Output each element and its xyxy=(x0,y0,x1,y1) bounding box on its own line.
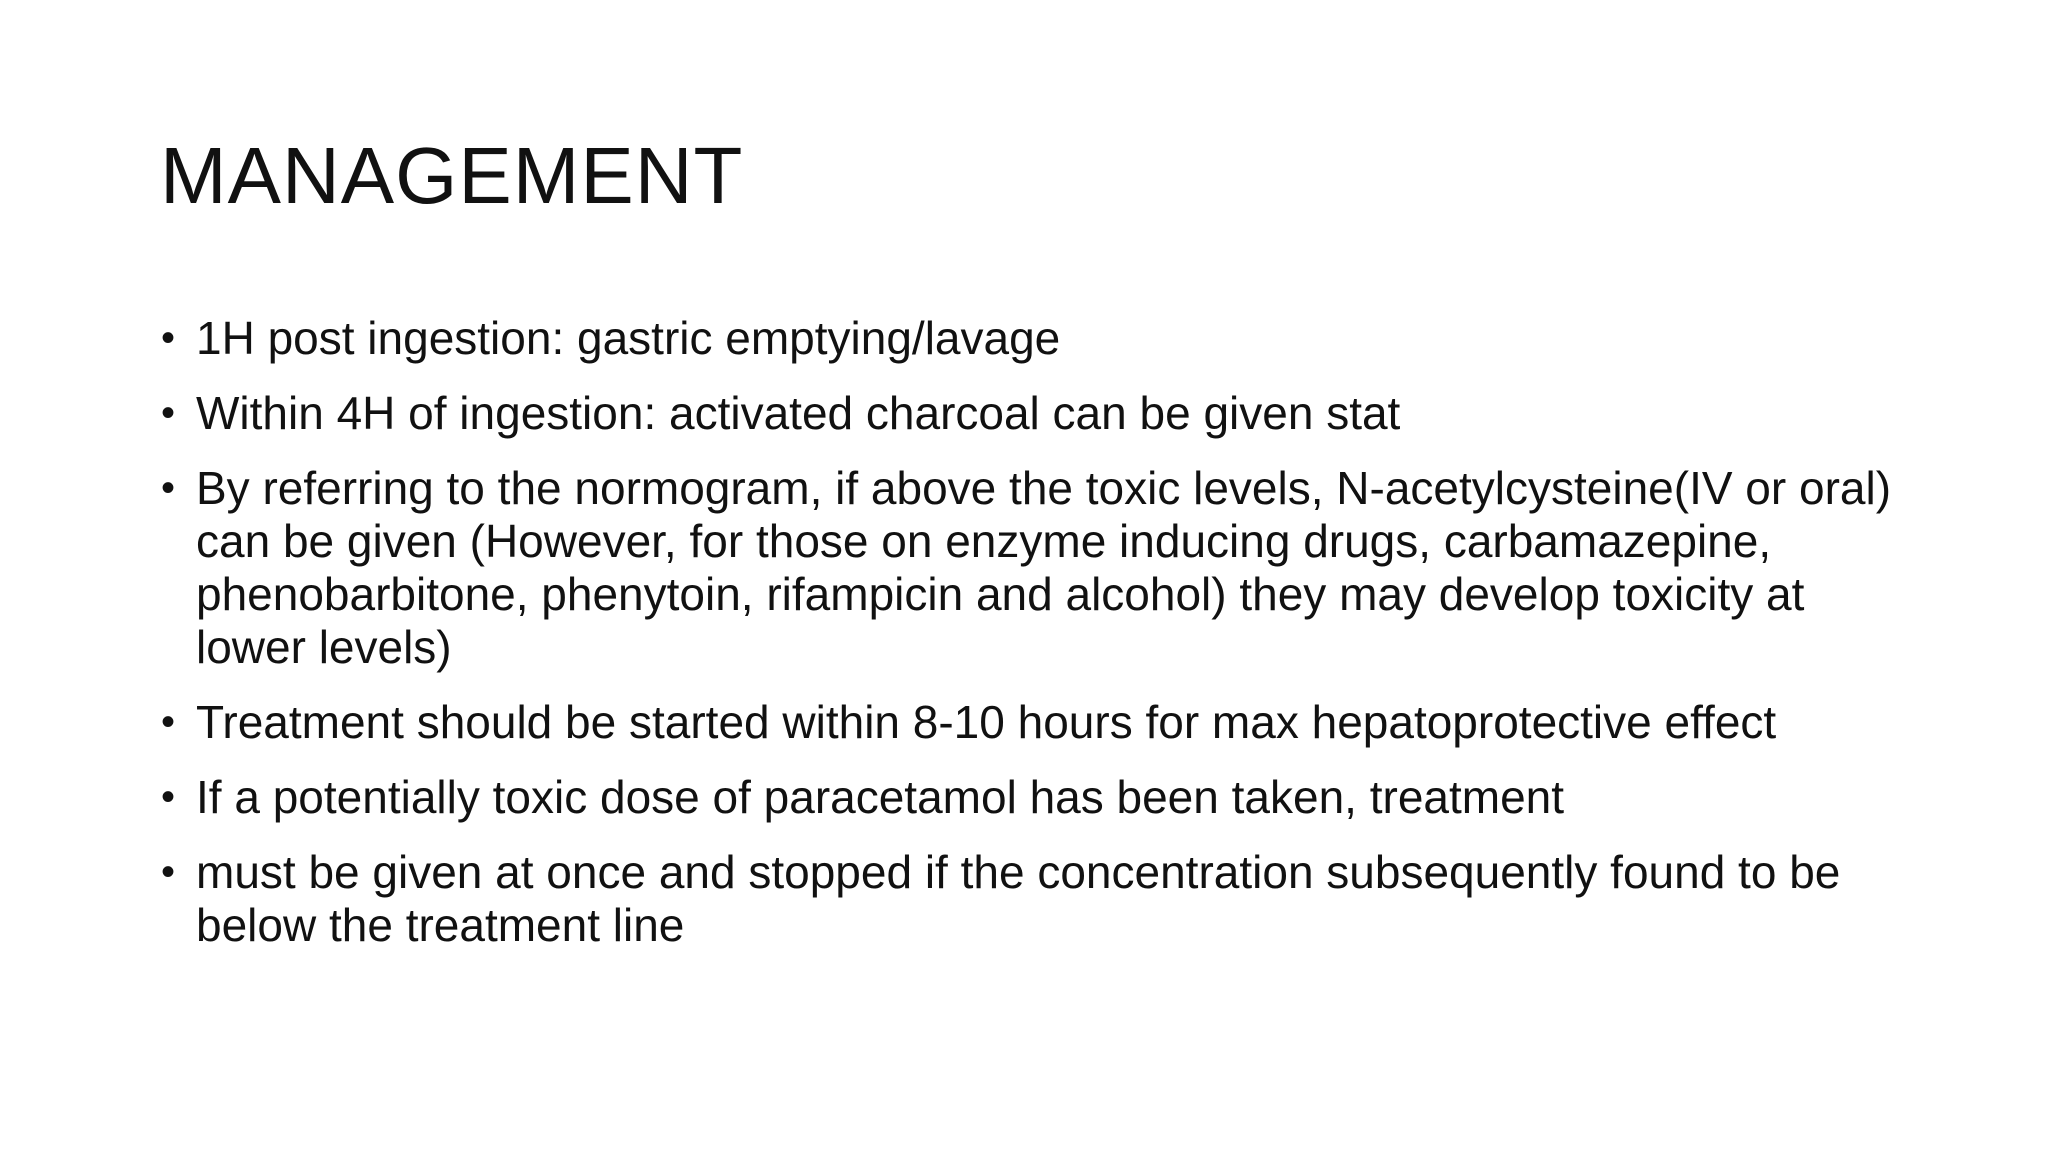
bullet-text: Treatment should be started within 8-10 hours for max hepatoprotective effect xyxy=(196,696,1777,748)
bullet-item xyxy=(160,846,1900,952)
bullet-dot-icon: • xyxy=(161,700,176,744)
bullet-dot-icon: • xyxy=(161,850,176,894)
bullet-text: must be given at once and stopped if the concentration subsequently found to be below the treatment line xyxy=(196,846,1841,951)
bullet-item xyxy=(160,312,1900,365)
bullet-text: Within 4H of ingestion: activated charcoal can be given stat xyxy=(196,387,1401,439)
bullet-item xyxy=(160,771,1900,824)
bullet-text: 1H post ingestion: gastric emptying/lavage xyxy=(196,312,1061,364)
bullet-dot-icon: • xyxy=(161,775,176,819)
bullet-dot-icon: • xyxy=(161,466,176,510)
bullet-text: If a potentially toxic dose of paracetamol has been taken, treatment xyxy=(196,771,1565,823)
bullet-list xyxy=(160,312,1900,974)
bullet-text: By referring to the normogram, if above the toxic levels, N-acetylcysteine(IV or oral) can be given (However, for those on enzyme inducing drugs, carbamazepine, phenobarbitone, phenytoin, rifampicin and alcohol) they may develop toxicity at lower levels) xyxy=(196,462,1892,673)
slide-title: MANAGEMENT xyxy=(160,131,744,220)
bullet-item xyxy=(160,462,1900,674)
bullet-dot-icon: • xyxy=(161,316,176,360)
bullet-item xyxy=(160,696,1900,749)
bullet-item xyxy=(160,387,1900,440)
bullet-dot-icon: • xyxy=(161,391,176,435)
